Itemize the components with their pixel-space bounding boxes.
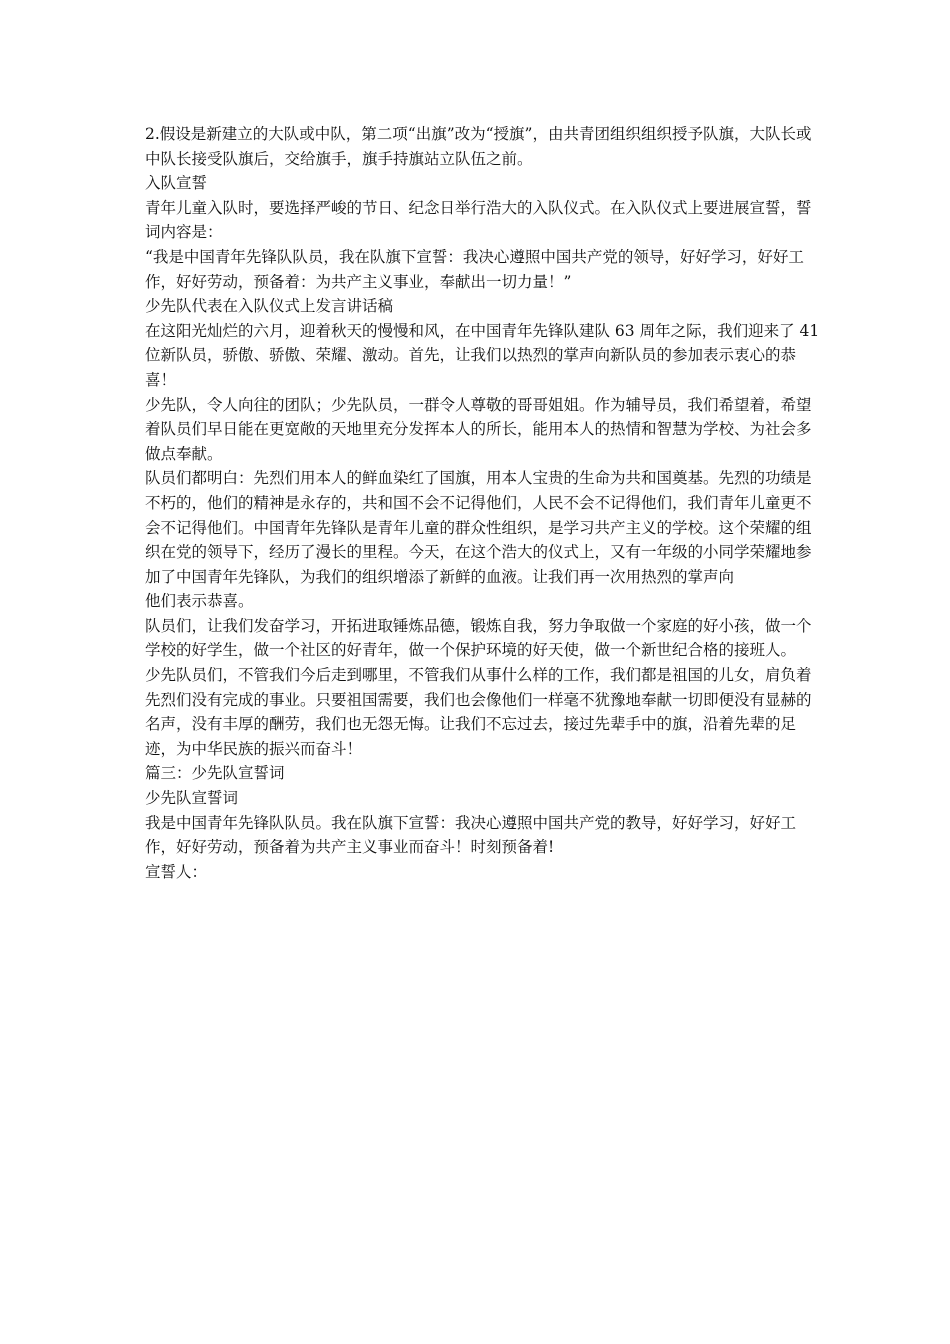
paragraph-flag-presentation-note: 2.假设是新建立的大队或中队，第二项“出旗”改为“授旗”，由共青团组织组织授予队旗，大队长或中队长接受队旗后，交给旗手，旗手持旗站立队伍之前。	[145, 125, 812, 168]
paragraph-speech-closing: 少先队员们，不管我们今后走到哪里，不管我们从事什么样的工作，我们都是祖国的儿女，肩负着先烈们没有完成的事业。只要祖国需要，我们也会像他们一样毫不犹豫地奉献一切即便没有显赫的名声，没有丰厚的酬劳，我们也无怨无悔。让我们不忘过去，接过先辈手中的旗，沿着先辈的足迹，为中华民族的振兴而奋斗！	[145, 666, 812, 758]
heading-part-three: 篇三：少先队宣誓词	[145, 764, 285, 783]
document-body	[145, 122, 825, 884]
paragraph-joining-ceremony: 青年儿童入队时，要选择严峻的节日、纪念日举行浩大的入队仪式。在入队仪式上要进展宣誓，誓词内容是：	[145, 198, 812, 242]
paragraph-speech-study: 队员们，让我们发奋学习，开拓进取锤炼品德，锻炼自我，努力争取做一个家庭的好小孩，做一个学校的好学生，做一个社区的好青年，做一个保护环境的好天使，做一个新世纪合格的接班人。	[145, 616, 812, 660]
heading-joining-oath: 入队宣誓	[145, 174, 208, 193]
paragraph-oath-signer: 宣誓人：	[145, 862, 208, 881]
paragraph-oath-text: 我是中国青年先锋队队员。我在队旗下宣誓：我决心遵照中国共产党的教导，好好学习，好好工作，好好劳动，预备着为共产主义事业而奋斗！时刻预备着!	[145, 813, 797, 857]
paragraph-oath-quote: “我是中国青年先锋队队员，我在队旗下宣誓：我决心遵照中国共产党的领导，好好学习，好好工作，好好劳动，预备着：为共产主义事业，奉献出一切力量！”	[145, 247, 804, 291]
paragraph-speech-congrats: 他们表示恭喜。	[145, 592, 254, 611]
paragraph-speech-martyrs: 队员们都明白：先烈们用本人的鲜血染红了国旗，用本人宝贵的生命为共和国奠基。先烈的功绩是不朽的，他们的精神是永存的，共和国不会不记得他们，人民不会不记得他们，我们青年儿童更不会不记得他们。中国青年先锋队是青年儿童的群众性组织，是学习共产主义的学校。这个荣耀的组织在党的领导下，经历了漫长的里程。今天，在这个浩大的仪式上，又有一年级的小同学荣耀地参加了中国青年先锋队，为我们的组织增添了新鲜的血液。让我们再一次用热烈的掌声向	[145, 469, 812, 586]
paragraph-speech-opening: 在这阳光灿烂的六月，迎着秋天的慢慢和风，在中国青年先锋队建队 63 周年之际，我们迎来了 41 位新队员，骄傲、骄傲、荣耀、激动。首先，让我们以热烈的掌声向新队员的参加表示衷心的恭喜！	[145, 321, 820, 389]
paragraph-speech-hopes: 少先队，令人向往的团队；少先队员，一群令人尊敬的哥哥姐姐。作为辅导员，我们希望着，希望着队员们早日能在更宽敞的天地里充分发挥本人的所长，能用本人的热情和智慧为学校、为社会多做点奉献。	[145, 395, 812, 463]
heading-oath-words: 少先队宣誓词	[145, 789, 239, 808]
heading-representative-speech: 少先队代表在入队仪式上发言讲话稿	[145, 297, 394, 316]
